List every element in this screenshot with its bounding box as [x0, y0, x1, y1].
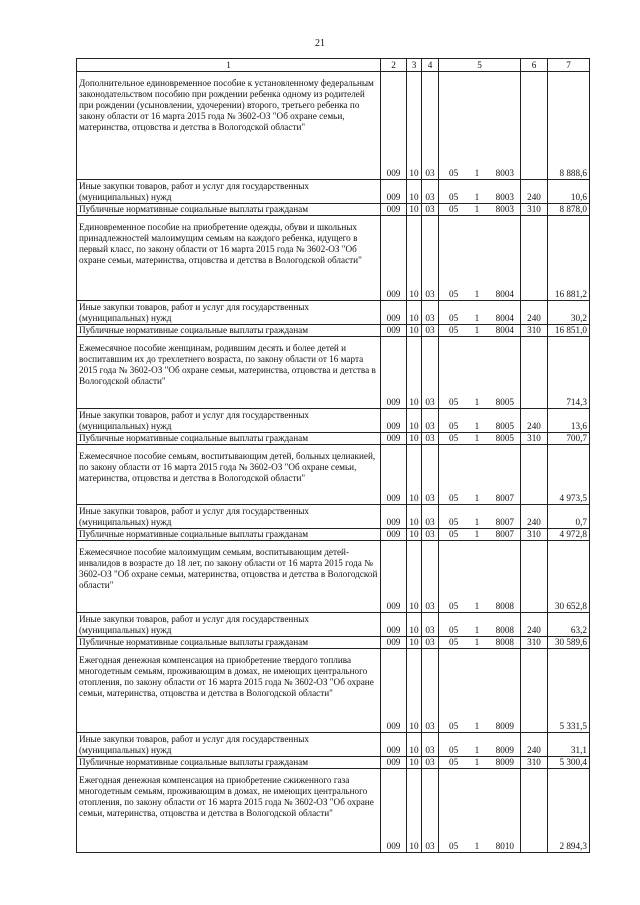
row-subprogram-code: 1	[474, 529, 480, 539]
row-expense-type	[521, 649, 548, 733]
row-ministry-code: 009	[381, 769, 407, 853]
row-amount: 700,7	[548, 433, 590, 445]
row-ministry-code: 009	[381, 529, 407, 541]
row-section-code: 10	[407, 769, 422, 853]
row-amount: 8 878,0	[548, 204, 590, 216]
budget-table	[76, 58, 590, 853]
row-ministry-code: 009	[381, 637, 407, 649]
row-subprogram-code: 1	[474, 625, 480, 635]
row-description: Ежемесячное пособие малоимущим семьям, воспитывающим детей-инвалидов в возрасте до 18 лет, по закону области от 16 марта 2015 года № 3602-ОЗ "Об охране семьи, материнства, отцовства и детства в Вологодской области"	[77, 541, 381, 613]
row-direction-code: 8004	[495, 325, 514, 335]
row-description: Публичные нормативные социальные выплаты гражданам	[77, 757, 381, 769]
header-col-2: 2	[381, 59, 407, 72]
row-direction-code: 8009	[495, 745, 514, 755]
row-expense-type: 310	[521, 204, 548, 216]
row-expense-type: 240	[521, 733, 548, 757]
row-subsection-code: 03	[422, 325, 439, 337]
row-section-code: 10	[407, 529, 422, 541]
row-description: Публичные нормативные социальные выплаты гражданам	[77, 529, 381, 541]
table-row-item	[77, 216, 590, 301]
row-program-code: 05	[449, 601, 459, 611]
row-description: Публичные нормативные социальные выплаты гражданам	[77, 325, 381, 337]
row-target-article	[439, 733, 521, 757]
row-program-code: 05	[449, 204, 459, 214]
row-amount: 30 652,8	[548, 541, 590, 613]
row-direction-code: 8004	[495, 313, 514, 323]
table-row-subitem	[77, 505, 590, 529]
table-body	[77, 72, 590, 853]
row-description: Ежемесячное пособие семьям, воспитывающим детей, больных целиакией, по закону области от 16 марта 2015 года № 3602-ОЗ "Об охране семьи, материнства, отцовства и детства в Вологодской области"	[77, 445, 381, 505]
row-expense-type: 240	[521, 613, 548, 637]
row-ministry-code: 009	[381, 649, 407, 733]
row-subsection-code: 03	[422, 733, 439, 757]
table-row-item	[77, 649, 590, 733]
row-direction-code: 8008	[495, 625, 514, 635]
row-description: Публичные нормативные социальные выплаты гражданам	[77, 433, 381, 445]
row-direction-code: 8009	[495, 721, 514, 731]
row-ministry-code: 009	[381, 757, 407, 769]
row-expense-type	[521, 72, 548, 180]
row-direction-code: 8005	[495, 433, 514, 443]
row-subsection-code: 03	[422, 72, 439, 180]
row-direction-code: 8007	[495, 529, 514, 539]
row-section-code: 10	[407, 433, 422, 445]
row-amount: 4 972,8	[548, 529, 590, 541]
row-direction-code: 8007	[495, 517, 514, 527]
header-col-7: 7	[548, 59, 590, 72]
row-amount: 13,6	[548, 409, 590, 433]
row-subprogram-code: 1	[474, 721, 480, 731]
row-amount: 10,6	[548, 180, 590, 204]
row-description: Единовременное пособие на приобретение одежды, обуви и школьных принадлежностей малоимущим семьям на каждого ребенка, идущего в первый класс, по закону области от 16 марта 2015 года № 3602-ОЗ "Об охране семьи, материнства, отцовства и детства в Вологодской области"	[77, 216, 381, 301]
row-program-code: 05	[449, 529, 459, 539]
row-subprogram-code: 1	[474, 325, 480, 335]
row-section-code: 10	[407, 733, 422, 757]
row-target-article	[439, 529, 521, 541]
row-program-code: 05	[449, 421, 459, 431]
table-row-subitem	[77, 613, 590, 637]
row-amount: 31,1	[548, 733, 590, 757]
row-subsection-code: 03	[422, 529, 439, 541]
row-expense-type	[521, 541, 548, 613]
row-program-code: 05	[449, 168, 459, 178]
row-ministry-code: 009	[381, 301, 407, 325]
row-section-code: 10	[407, 72, 422, 180]
header-col-6: 6	[521, 59, 548, 72]
row-direction-code: 8009	[495, 757, 514, 767]
row-program-code: 05	[449, 493, 459, 503]
row-subprogram-code: 1	[474, 192, 480, 202]
row-target-article	[439, 505, 521, 529]
row-target-article	[439, 301, 521, 325]
row-section-code: 10	[407, 216, 422, 301]
row-amount: 2 894,3	[548, 769, 590, 853]
row-expense-type	[521, 216, 548, 301]
row-amount: 30 589,6	[548, 637, 590, 649]
row-direction-code: 8007	[495, 493, 514, 503]
row-subprogram-code: 1	[474, 841, 480, 851]
row-program-code: 05	[449, 313, 459, 323]
row-subprogram-code: 1	[474, 397, 480, 407]
row-section-code: 10	[407, 445, 422, 505]
row-amount: 5 331,5	[548, 649, 590, 733]
row-program-code: 05	[449, 289, 459, 299]
row-description: Ежегодная денежная компенсация на приобретение твердого топлива многодетным семьям, проживающим в домах, не имеющих центрального отопления, по закону области от 16 марта 2015 года № 3602-ОЗ "Об охране семьи, материнства, отцовства и детства в Вологодской области"	[77, 649, 381, 733]
row-amount: 0,7	[548, 505, 590, 529]
row-subsection-code: 03	[422, 433, 439, 445]
row-description: Иные закупки товаров, работ и услуг для государственных (муниципальных) нужд	[77, 409, 381, 433]
row-subsection-code: 03	[422, 757, 439, 769]
row-description: Публичные нормативные социальные выплаты гражданам	[77, 637, 381, 649]
row-direction-code: 8003	[495, 192, 514, 202]
row-subsection-code: 03	[422, 337, 439, 409]
row-amount: 4 973,5	[548, 445, 590, 505]
row-description: Ежемесячное пособие женщинам, родившим десять и более детей и воспитавшим их до трехлетнего возраста, по закону области от 16 марта 2015 года № 3602-ОЗ "Об охране семьи, материнства, отцовства и детства в Вологодской области"	[77, 337, 381, 409]
table-row-subitem	[77, 301, 590, 325]
row-section-code: 10	[407, 409, 422, 433]
row-ministry-code: 009	[381, 733, 407, 757]
row-program-code: 05	[449, 841, 459, 851]
row-expense-type: 310	[521, 529, 548, 541]
table-row-subitem	[77, 409, 590, 433]
table-row-subitem	[77, 204, 590, 216]
row-ministry-code: 009	[381, 433, 407, 445]
table-row-subitem	[77, 433, 590, 445]
row-direction-code: 8008	[495, 601, 514, 611]
row-target-article	[439, 204, 521, 216]
row-description: Дополнительное единовременное пособие к установленному федеральным законодательством пособию при рождении ребенка одному из родителей при рождении (усыновлении, удочерении) второго, третьего ребенка по закону области от 16 марта 2015 года № 3602-ОЗ "Об охране семьи, материнства, отцовства и детства в Вологодской области"	[77, 72, 381, 180]
header-col-1: 1	[77, 59, 381, 72]
row-amount: 16 881,2	[548, 216, 590, 301]
table-row-item	[77, 72, 590, 180]
row-subsection-code: 03	[422, 445, 439, 505]
row-section-code: 10	[407, 505, 422, 529]
row-target-article	[439, 337, 521, 409]
row-direction-code: 8004	[495, 289, 514, 299]
row-subprogram-code: 1	[474, 421, 480, 431]
table-row-subitem	[77, 757, 590, 769]
row-target-article	[439, 649, 521, 733]
row-ministry-code: 009	[381, 613, 407, 637]
row-target-article	[439, 613, 521, 637]
row-target-article	[439, 216, 521, 301]
row-description: Публичные нормативные социальные выплаты гражданам	[77, 204, 381, 216]
table-row-subitem	[77, 325, 590, 337]
table-row-subitem	[77, 180, 590, 204]
row-subsection-code: 03	[422, 769, 439, 853]
row-expense-type	[521, 445, 548, 505]
row-section-code: 10	[407, 204, 422, 216]
header-col-3: 3	[407, 59, 422, 72]
row-subsection-code: 03	[422, 216, 439, 301]
row-ministry-code: 009	[381, 505, 407, 529]
row-section-code: 10	[407, 637, 422, 649]
row-ministry-code: 009	[381, 204, 407, 216]
row-expense-type: 240	[521, 505, 548, 529]
row-section-code: 10	[407, 613, 422, 637]
row-subsection-code: 03	[422, 301, 439, 325]
row-direction-code: 8010	[495, 841, 514, 851]
row-program-code: 05	[449, 517, 459, 527]
row-program-code: 05	[449, 637, 459, 647]
row-subprogram-code: 1	[474, 757, 480, 767]
row-subsection-code: 03	[422, 613, 439, 637]
row-description: Иные закупки товаров, работ и услуг для государственных (муниципальных) нужд	[77, 733, 381, 757]
row-subsection-code: 03	[422, 541, 439, 613]
row-target-article	[439, 325, 521, 337]
row-subprogram-code: 1	[474, 289, 480, 299]
table-row-subitem	[77, 733, 590, 757]
row-subprogram-code: 1	[474, 433, 480, 443]
row-program-code: 05	[449, 757, 459, 767]
row-section-code: 10	[407, 541, 422, 613]
row-expense-type	[521, 769, 548, 853]
row-direction-code: 8008	[495, 637, 514, 647]
table-row-item	[77, 337, 590, 409]
row-description: Иные закупки товаров, работ и услуг для государственных (муниципальных) нужд	[77, 613, 381, 637]
row-ministry-code: 009	[381, 445, 407, 505]
row-subsection-code: 03	[422, 505, 439, 529]
row-section-code: 10	[407, 325, 422, 337]
row-amount: 16 851,0	[548, 325, 590, 337]
table-row-item	[77, 769, 590, 853]
row-program-code: 05	[449, 397, 459, 407]
row-expense-type: 240	[521, 409, 548, 433]
row-ministry-code: 009	[381, 325, 407, 337]
row-ministry-code: 009	[381, 337, 407, 409]
row-target-article	[439, 445, 521, 505]
row-subprogram-code: 1	[474, 601, 480, 611]
row-expense-type: 310	[521, 757, 548, 769]
row-section-code: 10	[407, 649, 422, 733]
row-ministry-code: 009	[381, 72, 407, 180]
row-subprogram-code: 1	[474, 168, 480, 178]
row-program-code: 05	[449, 325, 459, 335]
row-program-code: 05	[449, 433, 459, 443]
header-row	[77, 59, 590, 72]
row-program-code: 05	[449, 745, 459, 755]
row-ministry-code: 009	[381, 409, 407, 433]
row-ministry-code: 009	[381, 541, 407, 613]
row-section-code: 10	[407, 757, 422, 769]
row-subsection-code: 03	[422, 409, 439, 433]
row-amount: 5 300,4	[548, 757, 590, 769]
row-description: Иные закупки товаров, работ и услуг для государственных (муниципальных) нужд	[77, 505, 381, 529]
row-program-code: 05	[449, 192, 459, 202]
row-expense-type	[521, 337, 548, 409]
row-subsection-code: 03	[422, 637, 439, 649]
row-subprogram-code: 1	[474, 745, 480, 755]
row-direction-code: 8003	[495, 168, 514, 178]
row-program-code: 05	[449, 721, 459, 731]
row-target-article	[439, 541, 521, 613]
row-expense-type: 240	[521, 301, 548, 325]
row-target-article	[439, 769, 521, 853]
row-section-code: 10	[407, 301, 422, 325]
table-row-item	[77, 445, 590, 505]
row-expense-type: 310	[521, 433, 548, 445]
row-target-article	[439, 180, 521, 204]
row-direction-code: 8005	[495, 397, 514, 407]
row-ministry-code: 009	[381, 216, 407, 301]
table-row-item	[77, 541, 590, 613]
row-section-code: 10	[407, 180, 422, 204]
row-target-article	[439, 72, 521, 180]
row-subprogram-code: 1	[474, 517, 480, 527]
table-row-subitem	[77, 529, 590, 541]
row-amount: 63,2	[548, 613, 590, 637]
row-section-code: 10	[407, 337, 422, 409]
row-subsection-code: 03	[422, 204, 439, 216]
row-subsection-code: 03	[422, 180, 439, 204]
row-target-article	[439, 637, 521, 649]
row-subprogram-code: 1	[474, 204, 480, 214]
header-col-4: 4	[422, 59, 439, 72]
row-target-article	[439, 757, 521, 769]
row-amount: 8 888,6	[548, 72, 590, 180]
row-ministry-code: 009	[381, 180, 407, 204]
row-subprogram-code: 1	[474, 637, 480, 647]
row-amount: 30,2	[548, 301, 590, 325]
row-direction-code: 8005	[495, 421, 514, 431]
row-expense-type: 240	[521, 180, 548, 204]
page-number: 21	[315, 38, 325, 49]
row-target-article	[439, 409, 521, 433]
row-expense-type: 310	[521, 637, 548, 649]
row-expense-type: 310	[521, 325, 548, 337]
row-subprogram-code: 1	[474, 313, 480, 323]
row-subprogram-code: 1	[474, 493, 480, 503]
header-col-5: 5	[439, 59, 521, 72]
row-target-article	[439, 433, 521, 445]
row-description: Иные закупки товаров, работ и услуг для государственных (муниципальных) нужд	[77, 180, 381, 204]
row-description: Ежегодная денежная компенсация на приобретение сжиженного газа многодетным семьям, проживающим в домах, не имеющих центрального отопления, по закону области от 16 марта 2015 года № 3602-ОЗ "Об охране семьи, материнства, отцовства и детства в Вологодской области"	[77, 769, 381, 853]
row-direction-code: 8003	[495, 204, 514, 214]
row-description: Иные закупки товаров, работ и услуг для государственных (муниципальных) нужд	[77, 301, 381, 325]
row-program-code: 05	[449, 625, 459, 635]
table-row-subitem	[77, 637, 590, 649]
row-amount: 714,3	[548, 337, 590, 409]
row-subsection-code: 03	[422, 649, 439, 733]
